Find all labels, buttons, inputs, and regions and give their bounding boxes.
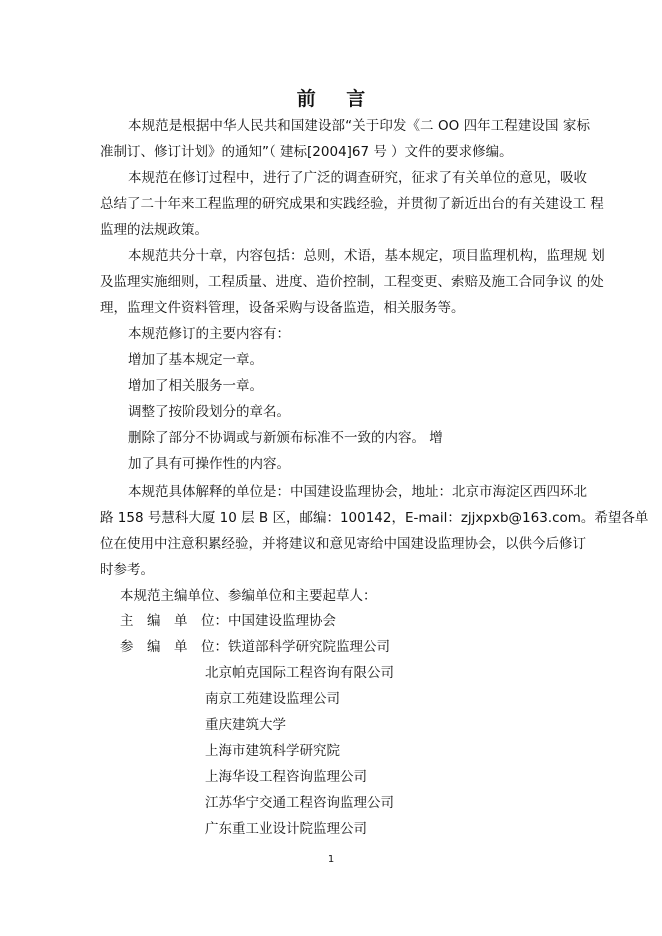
text-line: 及监理实施细则，工程质量、进度、造价控制，工程变更、索赔及施工合同争议 的处: [100, 274, 604, 290]
text-line: 本规范修订的主要内容有：: [128, 326, 290, 342]
participating-unit: 上海市建筑科学研究院: [205, 743, 340, 759]
text-line: 路 158 号慧科大厦 10 层 B 区，邮编：100142，E-mail：zjjxpxb@163.com。希望各单: [100, 510, 649, 526]
text-line: 时参考。: [100, 562, 154, 578]
text-line: 本规范是根据中华人民共和国建设部“关于印发《二 OO 四年工程建设国 家标: [128, 118, 590, 134]
participating-unit: 参 编 单 位：铁道部科学研究院监理公司: [120, 639, 390, 655]
text-line: 本规范具体解释的单位是：中国建设监理协会，地址：北京市海淀区西四环北: [128, 484, 587, 500]
text-line: 本规范在修订过程中，进行了广泛的调查研究，征求了有关单位的意见，吸收: [128, 170, 587, 186]
text-line: 本规范共分十章，内容包括：总则，术语，基本规定，项目监理机构，监理规 划: [128, 248, 605, 264]
list-item: 增加了相关服务一章。: [128, 378, 263, 394]
participating-unit: 上海华设工程咨询监理公司: [205, 769, 367, 785]
participating-unit: 广东重工业设计院监理公司: [205, 821, 367, 837]
page-number: 1: [327, 854, 335, 865]
text-line: 位在使用中注意积累经验，并将建议和意见寄给中国建设监理协会，以供今后修订: [100, 536, 586, 552]
text-line: 监理的法规政策。: [100, 222, 208, 238]
list-item: 加了具有可操作性的内容。: [128, 456, 290, 472]
text-line: 总结了二十年来工程监理的研究成果和实践经验，并贯彻了新近出台的有关建设工 程: [100, 196, 604, 212]
list-item: 调整了按阶段划分的章名。: [128, 404, 290, 420]
text-line: 本规范主编单位、参编单位和主要起草人：: [120, 588, 377, 604]
page-title: 前 言: [296, 88, 378, 110]
chief-editor-unit: 主 编 单 位：中国建设监理协会: [120, 613, 336, 629]
list-item: 删除了部分不协调或与新颁布标准不一致的内容。 增: [128, 430, 443, 446]
list-item: 增加了基本规定一章。: [128, 352, 263, 368]
participating-unit: 北京帕克国际工程咨询有限公司: [205, 665, 394, 681]
text-line: 准制订、修订计划》的通知”（ 建标[2004]67 号 ）文件的要求修编。: [100, 144, 513, 160]
participating-unit: 江苏华宁交通工程咨询监理公司: [205, 795, 394, 811]
participating-unit: 南京工苑建设监理公司: [205, 691, 340, 707]
text-line: 理，监理文件资料管理，设备采购与设备监造，相关服务等。: [100, 300, 465, 316]
participating-unit: 重庆建筑大学: [205, 717, 286, 733]
